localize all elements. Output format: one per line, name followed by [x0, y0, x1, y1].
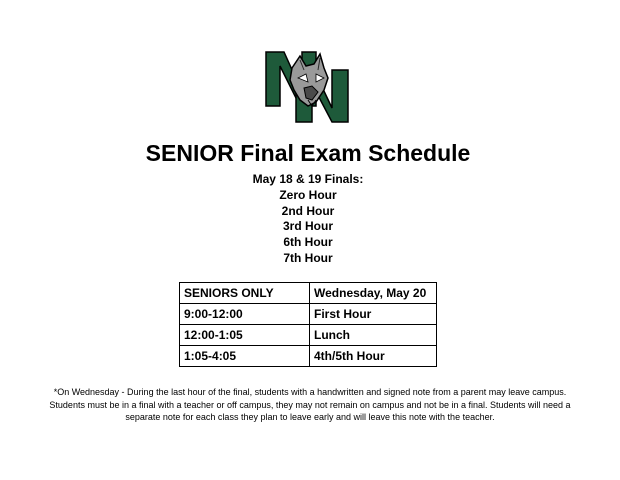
table-row [180, 304, 437, 325]
finals-hour-item: 7th Hour [283, 250, 333, 265]
header-cell-seniors: SENIORS ONLY [180, 283, 310, 304]
footnote-line: Students must be in a final with a teacher or off campus, they may not remain on campus and not be in a final. Students will need a [49, 399, 571, 410]
period-cell: First Hour [310, 304, 437, 325]
finals-heading: May 18 & 19 Finals: [252, 172, 364, 186]
table-row [180, 325, 437, 346]
footnote-line: separate note for each class they plan to leave early and will leave this note with the teacher. [125, 412, 495, 423]
time-cell: 1:05-4:05 [180, 346, 310, 367]
footnote-line: *On Wednesday - During the last hour of the final, students with a handwritten and signed note from a parent may leave campus. [53, 387, 567, 397]
header-cell-date: Wednesday, May 20 [310, 283, 437, 304]
finals-hour-item: Zero Hour [279, 187, 337, 202]
nn-wolf-logo-icon [262, 48, 354, 126]
time-cell: 12:00-1:05 [180, 325, 310, 346]
schedule-table [179, 282, 437, 367]
table-header-row [180, 283, 437, 304]
table-row [180, 346, 437, 367]
period-cell: 4th/5th Hour [310, 346, 437, 367]
time-cell: 9:00-12:00 [180, 304, 310, 325]
finals-hour-item: 3rd Hour [282, 219, 333, 234]
footnote [44, 386, 576, 424]
finals-hour-item: 6th Hour [283, 235, 333, 250]
finals-hour-item: 2nd Hour [281, 203, 335, 218]
period-cell: Lunch [310, 325, 437, 346]
page-title: SENIOR Final Exam Schedule [145, 140, 471, 166]
finals-list [0, 172, 616, 267]
school-logo [262, 48, 354, 126]
